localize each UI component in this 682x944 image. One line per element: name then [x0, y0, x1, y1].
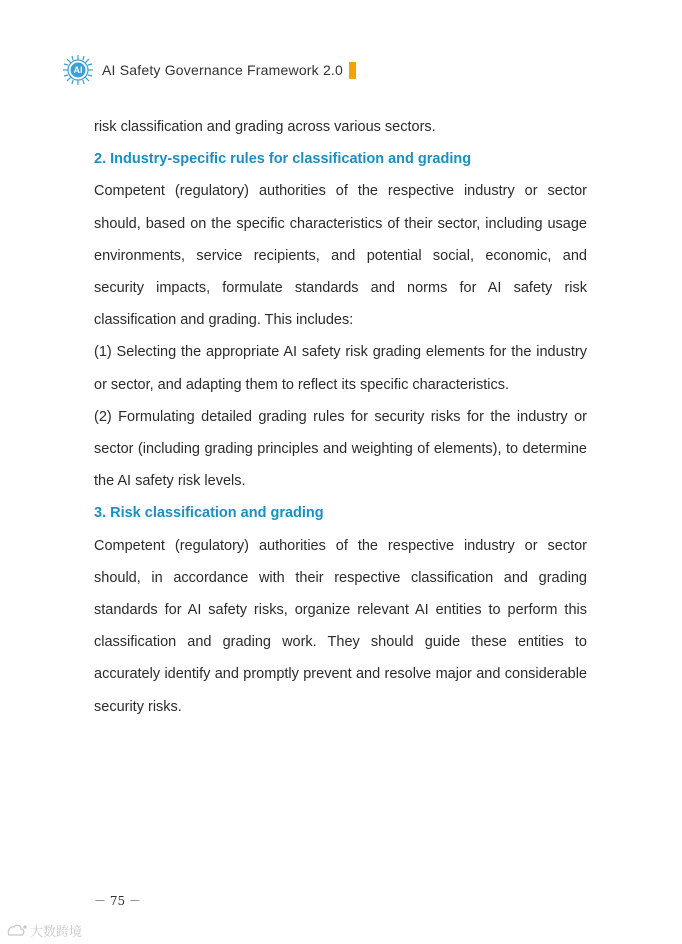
header-accent-bar — [349, 62, 356, 79]
section-2-item-1: (1) Selecting the appropriate AI safety risk grading elements for the industry or sector, and adapting them to reflect its specific characteristics. — [94, 344, 587, 393]
page-header — [62, 54, 356, 86]
ai-chip-logo-icon — [62, 54, 94, 86]
section-3-heading: 3. Risk classification and grading — [94, 505, 324, 522]
watermark-text: 大数跨境 — [30, 924, 83, 939]
watermark-logo-icon — [6, 923, 28, 939]
watermark — [6, 921, 82, 940]
page-number: － 75 － — [94, 894, 141, 908]
document-title: AI Safety Governance Framework 2.0 — [102, 62, 344, 78]
section-2-paragraph: Competent (regulatory) authorities of the respective industry or sector should, based on the specific characteristics of their sector, including usage environments, service recipients, and potential social, economic, and security impacts, formulate standards and norms for AI safety risk classification and grading. This includes: — [94, 183, 587, 329]
svg-text:AI: AI — [73, 65, 83, 76]
page-content — [94, 111, 587, 723]
section-3-paragraph: Competent (regulatory) authorities of the respective industry or sector should, in accordance with their respective classification and grading standards for AI safety risks, organize relevant AI entities to perform this classification and grading work. They should guide these entities to accurately identify and promptly prevent and resolve major and considerable security risks. — [94, 537, 587, 715]
section-2-heading: 2. Industry-specific rules for classification and grading — [94, 151, 472, 168]
intro-line: risk classification and grading across various sectors. — [94, 119, 436, 135]
section-2-item-2: (2) Formulating detailed grading rules for security risks for the industry or sector (including grading principles and weighting of elements), to determine the AI safety risk levels. — [94, 408, 587, 490]
